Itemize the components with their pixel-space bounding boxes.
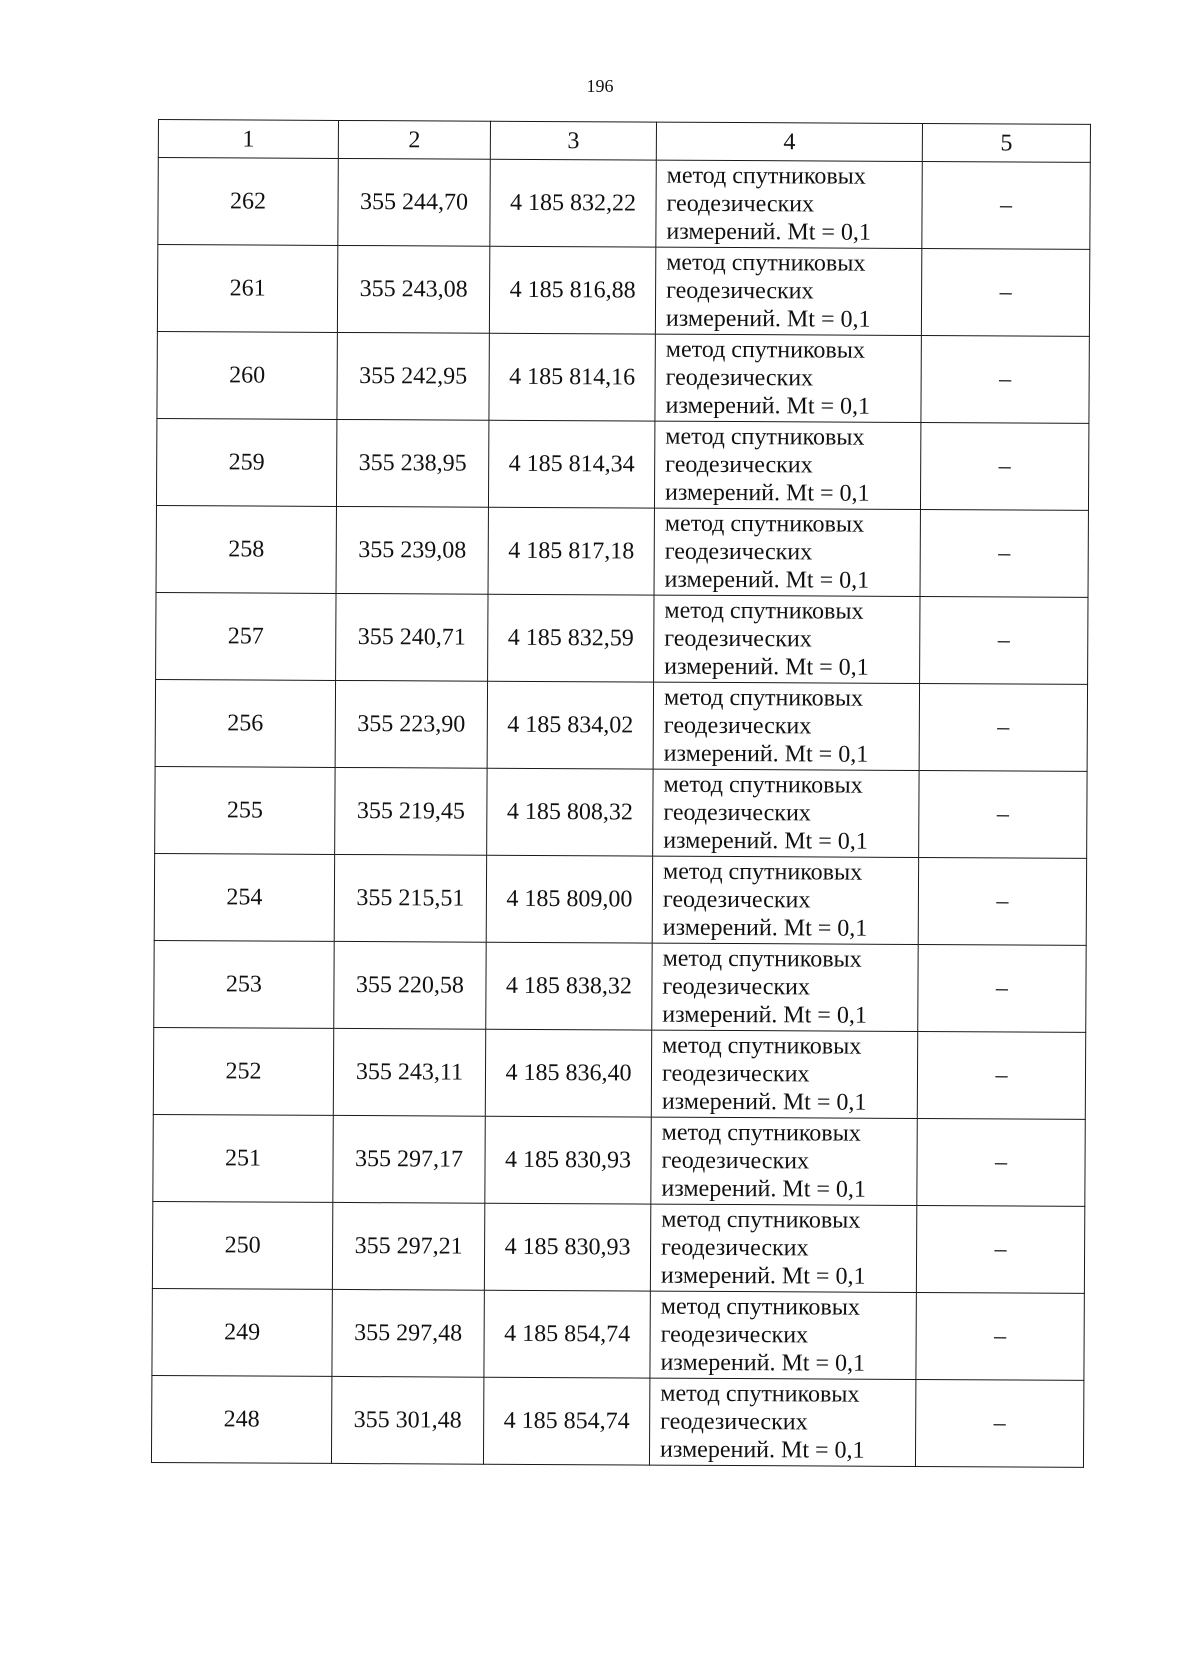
column-header-3: 3: [490, 121, 656, 160]
coordinate-y-cell: 4 185 830,93: [484, 1203, 650, 1291]
column-header-4: 4: [656, 122, 922, 161]
method-text-line: геодезических: [665, 451, 813, 479]
method-text-line: измерений. Mt = 0,1: [663, 740, 869, 768]
table-row: [156, 505, 1088, 597]
method-text-line: измерений. Mt = 0,1: [662, 914, 868, 942]
point-number-cell: 252: [153, 1027, 333, 1115]
point-number-cell: 255: [155, 766, 335, 854]
table-row: [152, 1288, 1084, 1380]
coordinate-y-cell: 4 185 832,22: [490, 159, 656, 247]
table-row: [153, 1114, 1085, 1206]
coordinate-y-cell: 4 185 808,32: [487, 768, 653, 856]
method-text-line: метод спутниковых: [661, 1119, 861, 1147]
note-cell: –: [919, 683, 1087, 771]
method-cell: [654, 421, 920, 509]
coordinate-x-cell: 355 297,48: [332, 1289, 484, 1377]
method-text-line: геодезических: [663, 712, 812, 740]
point-number-cell: 254: [154, 853, 334, 941]
method-cell: [649, 1378, 915, 1466]
method-text-line: метод спутниковых: [665, 336, 865, 364]
method-text-line: метод спутниковых: [665, 423, 865, 451]
coordinate-x-cell: 355 243,11: [333, 1028, 485, 1116]
table-body: [151, 158, 1090, 1468]
method-text-line: геодезических: [666, 190, 815, 218]
method-cell: [654, 508, 920, 596]
table-row: [157, 331, 1089, 423]
point-number-cell: 248: [151, 1375, 331, 1463]
method-cell: [656, 160, 922, 248]
coordinate-x-cell: 355 238,95: [336, 419, 488, 507]
table-row: [158, 158, 1090, 250]
method-text-line: геодезических: [664, 538, 813, 566]
method-cell: [653, 682, 919, 770]
method-text-line: геодезических: [665, 364, 814, 392]
point-number-cell: 262: [158, 158, 338, 246]
coordinate-y-cell: 4 185 816,88: [489, 246, 655, 334]
coordinate-x-cell: 355 244,70: [338, 158, 490, 246]
table-row: [156, 418, 1088, 510]
coordinate-x-cell: 355 223,90: [335, 680, 487, 768]
method-cell: [651, 1030, 917, 1118]
method-text-line: измерений. Mt = 0,1: [662, 1001, 867, 1029]
table-row: [154, 940, 1086, 1032]
point-number-cell: 259: [156, 418, 336, 506]
method-text-line: измерений. Mt = 0,1: [660, 1349, 866, 1377]
coordinate-y-cell: 4 185 854,74: [484, 1290, 650, 1378]
coordinate-y-cell: 4 185 832,59: [488, 594, 654, 682]
method-text-line: измерений. Mt = 0,1: [665, 392, 871, 420]
method-text-line: геодезических: [664, 625, 812, 653]
coordinate-x-cell: 355 243,08: [337, 245, 489, 333]
coordinate-y-cell: 4 185 834,02: [487, 681, 653, 769]
table-header-row: [158, 120, 1090, 163]
method-text-line: измерений. Mt = 0,1: [665, 305, 871, 333]
method-text-line: метод спутниковых: [666, 249, 866, 277]
method-text-line: измерений. Mt = 0,1: [666, 218, 872, 246]
point-number-cell: 249: [152, 1288, 332, 1376]
table-row: [151, 1375, 1083, 1467]
table-row: [157, 245, 1089, 337]
method-cell: [654, 595, 920, 683]
method-text-line: метод спутниковых: [662, 858, 863, 886]
coordinate-y-cell: 4 185 814,16: [489, 333, 655, 421]
coordinate-y-cell: 4 185 830,93: [485, 1116, 651, 1204]
method-cell: [650, 1291, 916, 1379]
note-cell: –: [921, 249, 1089, 337]
method-text-line: геодезических: [662, 886, 811, 914]
method-text-line: измерений. Mt = 0,1: [661, 1175, 867, 1203]
coordinate-y-cell: 4 185 836,40: [485, 1029, 651, 1117]
coordinate-x-cell: 355 297,17: [333, 1115, 485, 1203]
column-header-5: 5: [922, 124, 1090, 163]
method-text-line: метод спутниковых: [664, 510, 865, 538]
coordinate-x-cell: 355 215,51: [334, 854, 486, 942]
column-header-2: 2: [338, 120, 490, 159]
note-cell: –: [917, 1118, 1085, 1206]
method-text-line: измерений. Mt = 0,1: [664, 479, 870, 507]
method-cell: [652, 943, 918, 1031]
note-cell: –: [920, 509, 1088, 597]
method-text-line: измерений. Mt = 0,1: [664, 566, 870, 594]
method-text-line: геодезических: [666, 277, 814, 305]
table-row: [152, 1201, 1084, 1293]
coordinate-x-cell: 355 219,45: [335, 767, 487, 855]
method-text-line: измерений. Mt = 0,1: [660, 1262, 866, 1290]
coordinates-table: [151, 119, 1091, 1468]
coordinate-x-cell: 355 301,48: [331, 1376, 483, 1464]
point-number-cell: 258: [156, 505, 336, 593]
method-text-line: метод спутниковых: [664, 597, 864, 625]
table-row: [153, 1027, 1085, 1119]
method-text-line: метод спутниковых: [663, 684, 864, 712]
method-text-line: геодезических: [660, 1321, 809, 1349]
note-cell: –: [922, 162, 1090, 250]
coordinate-y-cell: 4 185 814,34: [488, 420, 654, 508]
method-text-line: метод спутниковых: [663, 771, 863, 799]
coordinate-x-cell: 355 240,71: [336, 593, 488, 681]
point-number-cell: 253: [154, 940, 334, 1028]
method-cell: [655, 334, 921, 422]
coordinate-y-cell: 4 185 838,32: [486, 942, 652, 1030]
note-cell: –: [917, 1031, 1085, 1119]
method-text-line: геодезических: [661, 1060, 810, 1088]
method-text-line: метод спутниковых: [660, 1380, 860, 1408]
note-cell: –: [916, 1292, 1084, 1380]
method-text-line: метод спутниковых: [662, 1032, 862, 1060]
method-text-line: геодезических: [662, 973, 810, 1001]
point-number-cell: 251: [153, 1114, 333, 1202]
method-text-line: метод спутниковых: [662, 945, 862, 973]
coordinate-y-cell: 4 185 809,00: [486, 855, 652, 943]
method-text-line: геодезических: [661, 1234, 809, 1262]
method-cell: [652, 856, 918, 944]
method-text-line: измерений. Mt = 0,1: [661, 1088, 867, 1116]
point-number-cell: 261: [157, 245, 337, 333]
note-cell: –: [918, 857, 1086, 945]
method-cell: [651, 1117, 917, 1205]
coordinate-x-cell: 355 220,58: [334, 941, 486, 1029]
note-cell: –: [919, 770, 1087, 858]
table-row: [155, 766, 1087, 858]
point-number-cell: 250: [152, 1201, 332, 1289]
method-text-line: измерений. Mt = 0,1: [664, 653, 869, 681]
note-cell: –: [918, 944, 1086, 1032]
coordinate-y-cell: 4 185 854,74: [483, 1377, 649, 1465]
method-text-line: метод спутниковых: [661, 1206, 861, 1234]
method-text-line: метод спутниковых: [660, 1293, 860, 1321]
coordinate-x-cell: 355 297,21: [332, 1202, 484, 1290]
method-text-line: геодезических: [661, 1147, 810, 1175]
point-number-cell: 257: [156, 592, 336, 680]
note-cell: –: [920, 596, 1088, 684]
note-cell: –: [921, 335, 1089, 423]
method-text-line: геодезических: [660, 1408, 808, 1436]
note-cell: –: [920, 422, 1088, 510]
method-text-line: геодезических: [663, 799, 811, 827]
column-header-1: 1: [158, 120, 338, 159]
table-row: [154, 853, 1086, 945]
method-cell: [653, 769, 919, 857]
page-number: 196: [586, 76, 614, 96]
method-cell: [650, 1204, 916, 1292]
point-number-cell: 260: [157, 331, 337, 419]
table-row: [155, 679, 1087, 771]
method-text-line: измерений. Mt = 0,1: [659, 1436, 865, 1464]
table-row: [156, 592, 1088, 684]
note-cell: –: [916, 1205, 1084, 1293]
coordinate-y-cell: 4 185 817,18: [488, 507, 654, 595]
point-number-cell: 256: [155, 679, 335, 767]
coordinate-x-cell: 355 242,95: [337, 332, 489, 420]
note-cell: –: [915, 1379, 1083, 1467]
method-text-line: метод спутниковых: [666, 162, 866, 190]
method-text-line: измерений. Mt = 0,1: [663, 827, 868, 855]
coordinate-x-cell: 355 239,08: [336, 506, 488, 594]
method-cell: [655, 247, 921, 335]
